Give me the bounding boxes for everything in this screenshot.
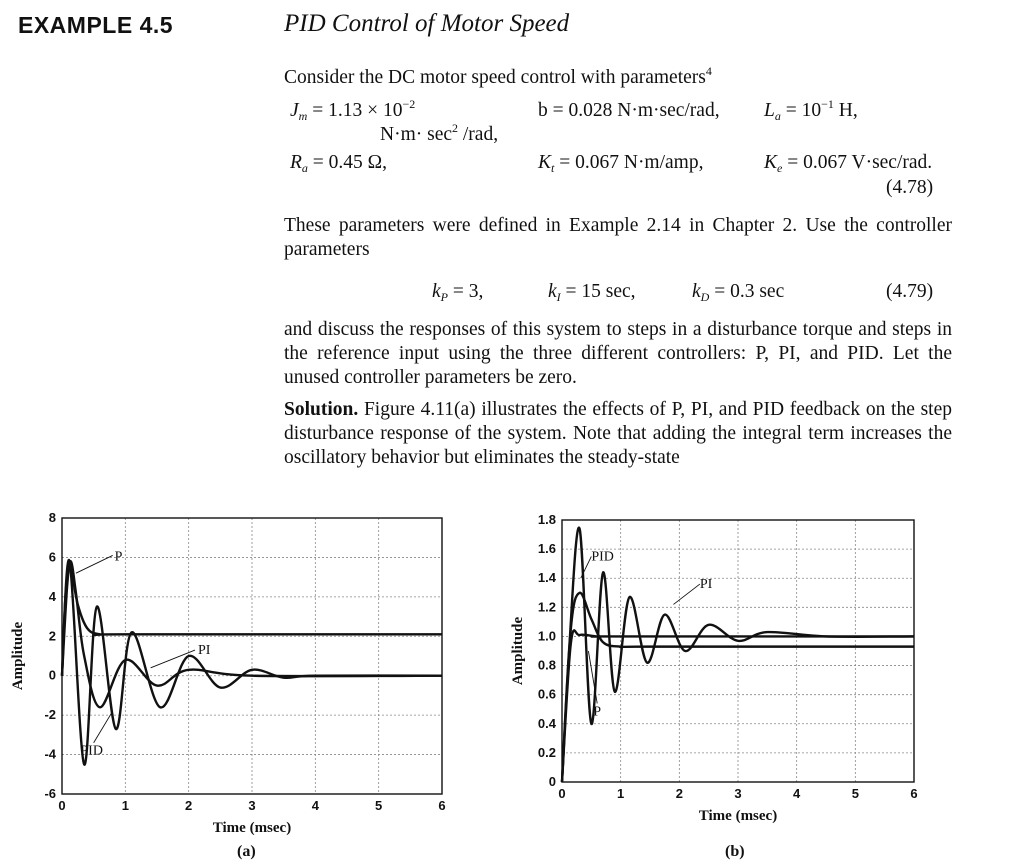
param-ra: $R_a = 0.45$ Ω, <box>290 152 388 175</box>
x-tick-label: 2 <box>675 786 683 801</box>
paragraph-discuss: and discuss the responses of this system to steps in a disturbance torque and steps in the reference input using the three different controllers: P, PI, and PID. Let the unused controller parameters be zero. <box>284 319 952 388</box>
x-tick-label: 3 <box>248 798 256 813</box>
x-tick-label: 5 <box>851 786 859 801</box>
chart-b-caption: (b) <box>725 843 745 860</box>
x-tick-label: 6 <box>438 798 446 813</box>
chart-a-svg <box>0 508 470 836</box>
solution-label: Solution. <box>284 399 359 420</box>
y-tick-label: 4 <box>48 588 56 604</box>
y-tick-label: 1.0 <box>537 628 556 644</box>
annotation-leader <box>94 711 113 743</box>
annotation-label: P <box>114 549 123 565</box>
x-tick-label: 2 <box>185 798 193 813</box>
y-tick-label: 6 <box>48 549 56 565</box>
chart-a-caption: (a) <box>237 843 256 860</box>
param-ke: $K_e = 0.067$ V·sec/rad. <box>764 152 933 175</box>
x-tick-label: 3 <box>734 786 742 801</box>
x-tick-label: 0 <box>58 798 66 813</box>
solution-text: Figure 4.11(a) illustrates the effects of P, PI, and PID feedback on the step disturbance response of the system. Note that adding the integral term increases the oscillatory behavior but eliminates the steady-state <box>284 399 952 468</box>
equation-number-4-79: (4.79) <box>886 281 934 302</box>
paragraph-solution <box>284 398 952 470</box>
y-tick-label: 0.2 <box>537 744 556 760</box>
chart-b <box>498 508 938 833</box>
y-axis-label: Amplitude <box>10 621 26 691</box>
y-tick-label: -6 <box>44 786 56 801</box>
y-tick-label: 1.6 <box>537 541 556 557</box>
paragraph-parameters-defined: These parameters were defined in Example 2.14 in Chapter 2. Use the controller parameters <box>284 215 952 260</box>
param-kp: $k_P = 3$, <box>432 281 484 304</box>
y-tick-label: -2 <box>44 707 56 723</box>
example-title: PID Control of Motor Speed <box>284 10 570 37</box>
y-tick-label: 0.6 <box>537 686 556 702</box>
chart-a <box>0 508 470 836</box>
y-tick-label: 0.8 <box>537 657 556 673</box>
param-b: b = 0.028 N·m·sec/rad, <box>538 100 720 121</box>
x-tick-label: 4 <box>311 798 319 813</box>
y-tick-label: 2 <box>48 628 56 644</box>
y-tick-label: 0 <box>48 667 56 683</box>
y-tick-label: -4 <box>44 746 56 762</box>
param-jm: $J_m = 1.13 \times 10^{-2}$ <box>290 97 416 123</box>
annotation-label: PID <box>80 743 103 759</box>
footnote-marker: 4 <box>705 64 712 78</box>
y-tick-label: 1.8 <box>537 512 556 527</box>
param-kd: $k_D = 0.3$ sec <box>692 281 785 304</box>
x-tick-label: 6 <box>910 786 918 801</box>
x-tick-label: 4 <box>793 786 801 801</box>
param-ki: $k_I = 15$ sec, <box>548 281 636 304</box>
param-jm-units: $N\cdot m\cdot \sec^2 /rad$, <box>380 121 499 145</box>
x-tick-label: 1 <box>121 798 129 813</box>
y-tick-label: 0 <box>548 774 556 789</box>
chart-b-svg <box>498 508 938 828</box>
annotation-leader <box>673 584 699 604</box>
annotation-leader <box>76 555 113 573</box>
example-label: EXAMPLE 4.5 <box>18 12 174 38</box>
annotation-label: P <box>593 704 602 720</box>
y-tick-label: 8 <box>48 510 56 525</box>
param-la: $L_a = 10^{-1}$ H, <box>764 97 858 123</box>
annotation-label: PI <box>198 643 211 659</box>
plot-frame <box>562 520 914 782</box>
intro-text: Consider the DC motor speed control with parameters <box>284 67 706 88</box>
x-tick-label: 1 <box>617 786 625 801</box>
y-tick-label: 0.4 <box>537 715 556 731</box>
annotation-label: PI <box>699 577 713 593</box>
y-axis-label: Amplitude <box>510 616 526 686</box>
x-axis-label: Time (msec) <box>212 820 292 836</box>
annotation-label: PID <box>591 549 614 565</box>
param-kt: $K_t = 0.067$ N·m/amp, <box>538 152 704 175</box>
intro-paragraph <box>284 66 952 90</box>
x-axis-label: Time (msec) <box>698 808 778 824</box>
x-tick-label: 5 <box>375 798 383 813</box>
equation-number-4-78: (4.78) <box>886 177 934 198</box>
x-tick-label: 0 <box>558 786 566 801</box>
y-tick-label: 1.2 <box>537 599 556 615</box>
y-tick-label: 1.4 <box>537 570 556 586</box>
